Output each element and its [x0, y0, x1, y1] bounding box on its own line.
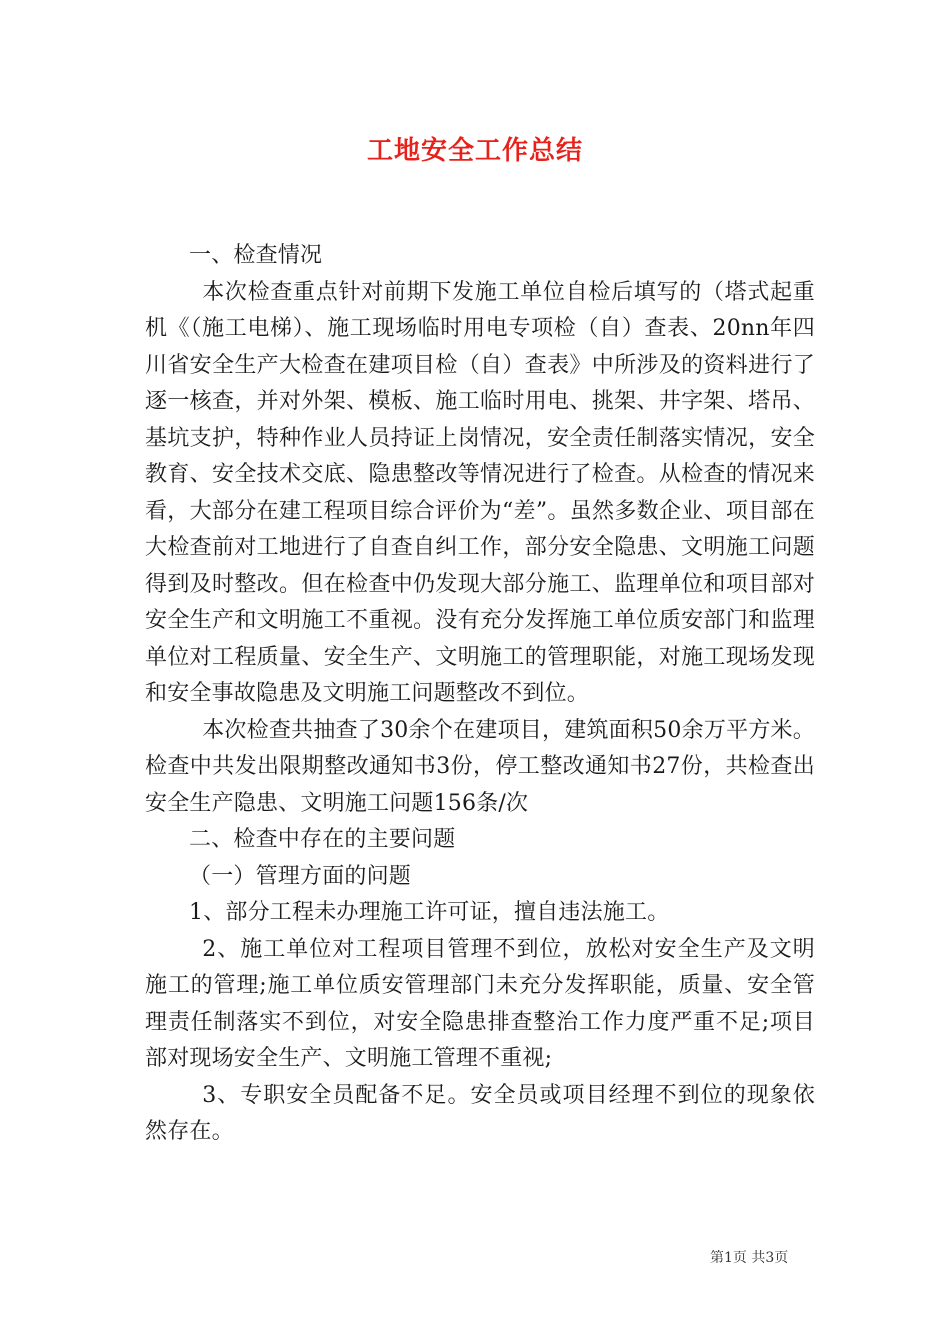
page-number: 第1页 共3页: [710, 1250, 789, 1266]
document-body: [145, 238, 815, 1151]
section-heading-main-problems: 二、检查中存在的主要问题: [189, 827, 456, 852]
document-title: 工地安全工作总结: [366, 136, 583, 166]
paragraph-inspection-statistics: 本次检查共抽查了30余个在建项目，建筑面积50余万平方米。检查中共发出限期整改通知书3份，停工整改通知书27份，共检查出安全生产隐患、文明施工问题156条/次: [145, 717, 815, 816]
list-item-1: 1、部分工程未办理施工许可证，擅自违法施工。: [189, 900, 670, 925]
list-item-3: 3、专职安全员配备不足。安全员或项目经理不到位的现象依然存在。: [145, 1082, 815, 1144]
paragraph-inspection-summary: 本次检查重点针对前期下发施工单位自检后填写的（塔式起重机《（施工电梯）、施工现场临时用电专项检（自）查表、20nn年四川省安全生产大检查在建项目检（自）查表》中所涉及的资料进行了逐一核查，并对外架、模板、施工临时用电、挑架、井字架、塔吊、基坑支护，特种作业人员持证上岗情况，安全责任制落实情况，安全教育、安全技术交底、隐患整改等情况进行了检查。从检查的情况来看，大部分在建工程项目综合评价为“差”。虽然多数企业、项目部在大检查前对工地进行了自查自纠工作，部分安全隐患、文明施工问题得到及时整改。但在检查中仍发现大部分施工、监理单位和项目部对安全生产和文明施工不重视。没有充分发挥施工单位质安部门和监理单位对工程质量、安全生产、文明施工的管理职能，对施工现场发现和安全事故隐患及文明施工问题整改不到位。: [145, 279, 815, 706]
list-item-2: 2、施工单位对工程项目管理不到位，放松对安全生产及文明施工的管理;施工单位质安管理部门未充分发挥职能，质量、安全管理责任制落实不到位，对安全隐患排查整治工作力度严重不足;项目部对现场安全生产、文明施工管理不重视;: [145, 936, 815, 1071]
section-heading-inspection: 一、检查情况: [189, 243, 323, 268]
subsection-heading-management: （一）管理方面的问题: [189, 863, 412, 889]
